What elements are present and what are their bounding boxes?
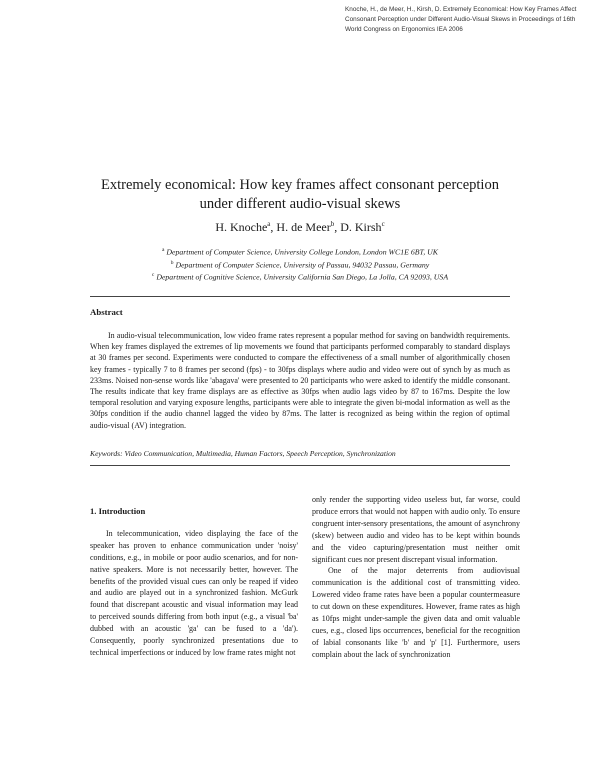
keywords: Keywords: Video Communication, Multimedia, Human Factors, Speech Perception, Synchronization — [90, 449, 396, 458]
paragraph: One of the major deterrents from audiovisual communication is the additional cost of transmitting video. Lowered video frame rates have been a popular countermeasure to cut down on these expenditures. However, frame rates as high as 10fps might under-sample the given data and omit valuable cues, e.g., closed lips occurrences, beneficial for the recognition of labial consonants like 'b' and 'p' [1]. Furthermore, users complain about the lack of synchronization — [312, 566, 520, 659]
author-list: H. Knoche$^a$, H. de Meer$^b$, D. Kirsh$^c$ — [215, 220, 385, 234]
section-heading: 1. Introduction — [90, 506, 146, 516]
citation-line: Consonant Perception under Different Audio-Visual Skews in Proceedings of 16th — [345, 16, 576, 23]
author-name: D. Kirsh — [340, 220, 382, 234]
affiliation-mark: b — [170, 259, 174, 266]
author-mark: c — [381, 220, 385, 228]
right-column — [312, 494, 520, 661]
affiliation-mark: a — [161, 247, 165, 253]
affiliation-mark: c — [151, 272, 155, 279]
citation-header — [345, 5, 595, 35]
left-column — [90, 506, 298, 659]
citation-line: Knoche, H., de Meer, H., Kirsh, D. Extremely Economical: How Key Frames Affect — [345, 6, 577, 13]
abstract-bottom-rule — [90, 465, 510, 466]
paper-title — [40, 176, 560, 214]
affiliation-line: $^b$ Department of Computer Science, University of Passau, 94032 Passau, Germany — [170, 259, 430, 270]
paragraph: only render the supporting video useless but, far worse, could produce errors that would not happen with audio only. To ensure congruent inter-sensory presentations, the amount of asynchrony (skew) between audio and video has to be kept within bounds and the video capturing/presentation must neither omit significant cues nor present discrepant visual information. — [312, 495, 520, 564]
abstract-text: In audio-visual telecommunication, low video frame rates represent a popular method for saving on bandwidth requirements. When key frames displayed the extremes of lip movements we found that participants performed comparably to standard displays at 30 frames per second. Experiments were conducted to compare the effectiveness of a small number of algorithmically chosen key frames - typically 7 to 8 frames per second (fps) - to 30fps displays where audio and video were out of synch by as much as 233ms. Noised non-sense words like 'abagava' were presented to 20 participants who were asked to identify the middle consonant. The results indicate that key frame displays are as effective as 30fps when audio lags video by 87 to 167ms. Despite the low temporal resolution and varying exposure lengths, participants were able to integrate the given bi-modal information as well as the 30fps condition if the audio channel lagged the video by 87ms. The latter is recognized as being within the region of optimal audio-visual (AV) integration. — [90, 331, 510, 430]
abstract-heading: Abstract — [90, 307, 123, 317]
author-name: H. Knoche — [215, 220, 268, 234]
affiliations — [40, 245, 560, 283]
paragraph: In telecommunication, video displaying the face of the speaker has proven to enhance communication under 'noisy' conditions, e.g., in mobile or poor audio scenarios, and for non-native speakers. More is not necessarily better, however. The benefits of the provided visual cues can only be reaped if video and audio are played out in a synchronized fashion. McGurk found that discrepant acoustic and visual information may lead to perceived sounds differing from both input (e.g., a visual 'ba' dubbed with an acoustic 'ga' can be fused to a 'da'). Consequently, poorly synchronized presentations due to technical imperfections or induced by low frame rates might not — [90, 528, 298, 657]
title-line-1: Extremely economical: How key frames affect consonant perception — [101, 177, 499, 193]
citation-line: World Congress on Ergonomics IEA 2006 — [345, 26, 463, 33]
author-mark: a — [267, 220, 271, 228]
affiliation-line: $^c$ Department of Cognitive Science, University California San Diego, La Jolla, CA 92093, USA — [151, 272, 449, 282]
affiliation-line: $^a$ Department of Computer Science, University College London, London WC1E 6BT, UK — [161, 247, 439, 257]
abstract-top-rule — [90, 296, 510, 297]
author-mark: b — [330, 220, 335, 228]
title-line-2: under different audio-visual skews — [199, 196, 401, 212]
author-name: H. de Meer — [276, 220, 331, 234]
